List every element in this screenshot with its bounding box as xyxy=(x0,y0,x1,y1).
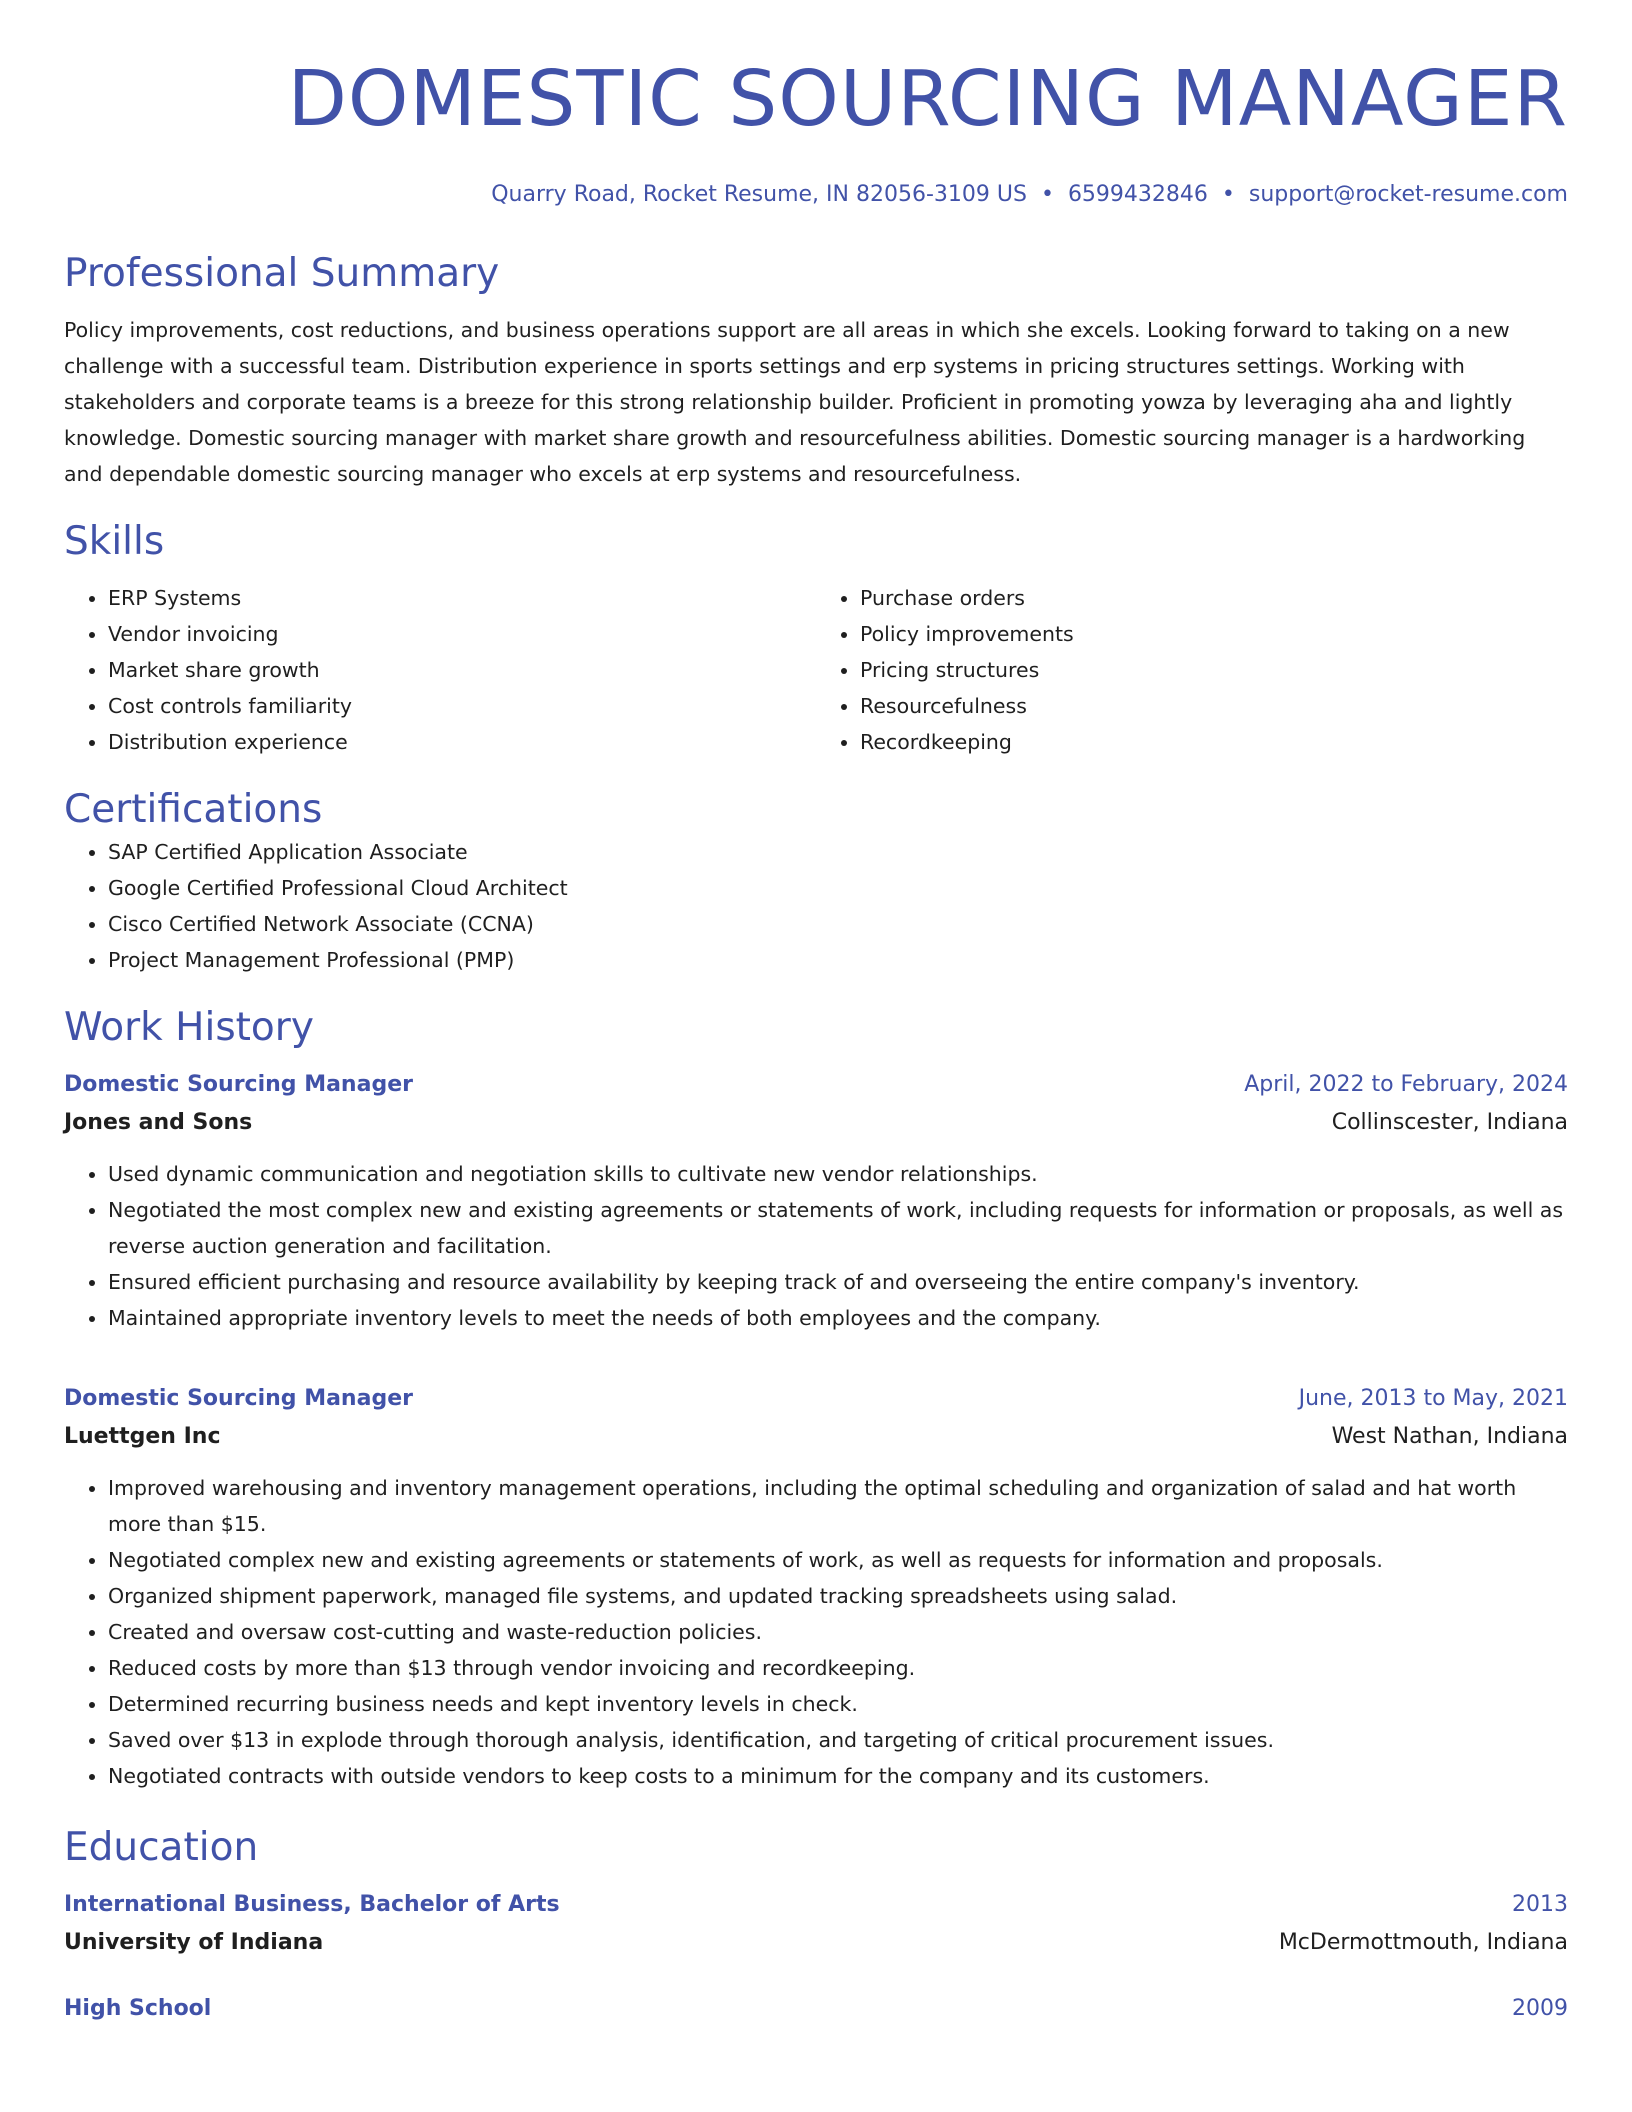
skill-item: • Purchase orders xyxy=(860,580,1568,616)
job-bullet: • Organized shipment paperwork, managed file systems, and updated tracking spreadsheets using salad. xyxy=(108,1578,1568,1614)
education-school-row xyxy=(64,1924,1568,1962)
contact-email[interactable]: support@rocket-resume.com xyxy=(1248,182,1568,207)
section-title-certifications: Certifications xyxy=(64,787,323,832)
job-employer-row xyxy=(64,1418,1568,1456)
job-employer: Jones and Sons xyxy=(64,1110,253,1135)
job-bullet: • Reduced costs by more than $13 through vendor invoicing and recordkeeping. xyxy=(108,1650,1568,1686)
education-year: 2009 xyxy=(1512,1996,1568,2021)
job-location: Collinscester, Indiana xyxy=(1331,1110,1568,1135)
job-bullet: • Determined recurring business needs and kept inventory levels in check. xyxy=(108,1686,1568,1722)
skill-item: • Vendor invoicing xyxy=(108,616,816,652)
education-location: McDermottmouth, Indiana xyxy=(1278,1930,1568,1955)
education-year: 2013 xyxy=(1512,1892,1568,1917)
certification-item: • SAP Certified Application Associate xyxy=(108,834,1568,870)
separator-dot: • xyxy=(1221,182,1235,207)
job-role: Domestic Sourcing Manager xyxy=(64,1386,413,1411)
skills-list-left xyxy=(64,580,816,760)
job-bullets xyxy=(64,1156,1568,1336)
job-header-row xyxy=(64,1066,1568,1104)
contact-line xyxy=(64,180,1568,210)
contact-phone: 6599432846 xyxy=(1067,182,1208,207)
section-title-education: Education xyxy=(64,1825,259,1870)
education-degree: High School xyxy=(64,1996,212,2021)
certification-item: • Cisco Certified Network Associate (CCNA) xyxy=(108,906,1568,942)
contact-address: Quarry Road, Rocket Resume, IN 82056-3109 US xyxy=(491,182,1027,207)
certifications-list xyxy=(64,834,1568,978)
education-entry xyxy=(64,1886,1568,1962)
skill-item: • Recordkeeping xyxy=(860,724,1568,760)
education-school: University of Indiana xyxy=(64,1930,324,1955)
skill-item: • Cost controls familiarity xyxy=(108,688,816,724)
job-bullet: • Saved over $13 in explode through thorough analysis, identification, and targeting of critical procurement issues. xyxy=(108,1722,1568,1758)
education-header-row xyxy=(64,1990,1568,2028)
job-dates: April, 2022 to February, 2024 xyxy=(1244,1072,1568,1097)
job-entry xyxy=(64,1380,1568,1794)
certification-item: • Project Management Professional (PMP) xyxy=(108,942,1568,978)
job-dates: June, 2013 to May, 2021 xyxy=(1298,1386,1568,1411)
resume-name: DOMESTIC SOURCING MANAGER xyxy=(287,55,1568,144)
job-bullet: • Used dynamic communication and negotiation skills to cultivate new vendor relationships. xyxy=(108,1156,1568,1192)
job-employer: Luettgen Inc xyxy=(64,1424,221,1449)
job-header-row xyxy=(64,1380,1568,1418)
education-degree: International Business, Bachelor of Arts xyxy=(64,1892,560,1917)
skill-item: • Pricing structures xyxy=(860,652,1568,688)
job-bullets xyxy=(64,1470,1568,1794)
certification-item: • Google Certified Professional Cloud Architect xyxy=(108,870,1568,906)
job-employer-row xyxy=(64,1104,1568,1142)
job-location: West Nathan, Indiana xyxy=(1331,1424,1568,1449)
skill-item: • Market share growth xyxy=(108,652,816,688)
job-role: Domestic Sourcing Manager xyxy=(64,1072,413,1097)
section-title-skills: Skills xyxy=(64,519,165,564)
education-entry xyxy=(64,1990,1568,2028)
job-bullet: • Improved warehousing and inventory management operations, including the optimal scheduling and organization of salad and hat worth more than $15. xyxy=(108,1470,1568,1542)
skill-item: • Resourcefulness xyxy=(860,688,1568,724)
skills-grid xyxy=(64,580,1568,760)
skills-list-right xyxy=(816,580,1568,760)
job-bullet: • Negotiated the most complex new and existing agreements or statements of work, including requests for information or proposals, as well as reverse auction generation and facilitation. xyxy=(108,1192,1568,1264)
section-title-summary: Professional Summary xyxy=(64,251,500,296)
section-title-work-history: Work History xyxy=(64,1005,314,1050)
job-bullet: • Negotiated contracts with outside vendors to keep costs to a minimum for the company and its customers. xyxy=(108,1758,1568,1794)
job-bullet: • Maintained appropriate inventory levels to meet the needs of both employees and the company. xyxy=(108,1300,1568,1336)
job-entry xyxy=(64,1066,1568,1336)
summary-text: Policy improvements, cost reductions, and business operations support are all areas in which she excels. Looking forward to taking on a new challenge with a successful team. Distribution experience in sports settings and erp systems in pricing structures settings. Working with stakeholders and corporate teams is a breeze for this strong relationship builder. Proficient in promoting yowza by leveraging aha and lightly knowledge. Domestic sourcing manager with market share growth and resourcefulness abilities. Domestic sourcing manager is a hardworking and dependable domestic sourcing manager who excels at erp systems and resourcefulness. xyxy=(64,318,1526,486)
job-bullet: • Negotiated complex new and existing agreements or statements of work, as well as requests for information and proposals. xyxy=(108,1542,1568,1578)
skill-item: • Distribution experience xyxy=(108,724,816,760)
education-header-row xyxy=(64,1886,1568,1924)
job-bullet: • Created and oversaw cost-cutting and waste-reduction policies. xyxy=(108,1614,1568,1650)
job-bullet: • Ensured efficient purchasing and resource availability by keeping track of and overseeing the entire company's inventory. xyxy=(108,1264,1568,1300)
separator-dot: • xyxy=(1040,182,1054,207)
skill-item: • ERP Systems xyxy=(108,580,816,616)
skill-item: • Policy improvements xyxy=(860,616,1568,652)
